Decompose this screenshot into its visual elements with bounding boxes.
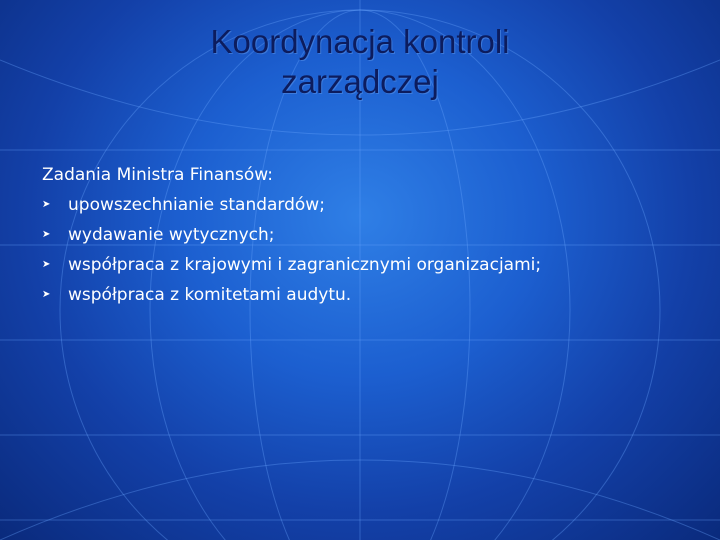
title-line: Koordynacja kontroli <box>210 23 510 60</box>
bullet-text: upowszechnianie standardów; <box>68 195 325 215</box>
content-heading: Zadania Ministra Finansów: <box>42 165 274 185</box>
arrow-bullet-icon: ➤ <box>42 229 51 240</box>
bullet-list <box>42 190 702 310</box>
bullet-text: wydawanie wytycznych; <box>68 225 275 245</box>
bullet-text: współpraca z komitetami audytu. <box>68 285 352 305</box>
bullet-item <box>42 280 702 310</box>
bullet-item <box>42 220 702 250</box>
title-line: zarządczej <box>281 63 439 100</box>
bullet-item <box>42 190 702 220</box>
slide-title <box>60 22 660 102</box>
arrow-bullet-icon: ➤ <box>42 289 51 300</box>
arrow-bullet-icon: ➤ <box>42 259 51 270</box>
bullet-item <box>42 250 702 280</box>
bullet-text: współpraca z krajowymi i zagranicznymi organizacjami; <box>68 255 542 275</box>
slide-content <box>42 160 702 310</box>
arrow-bullet-icon: ➤ <box>42 199 51 210</box>
